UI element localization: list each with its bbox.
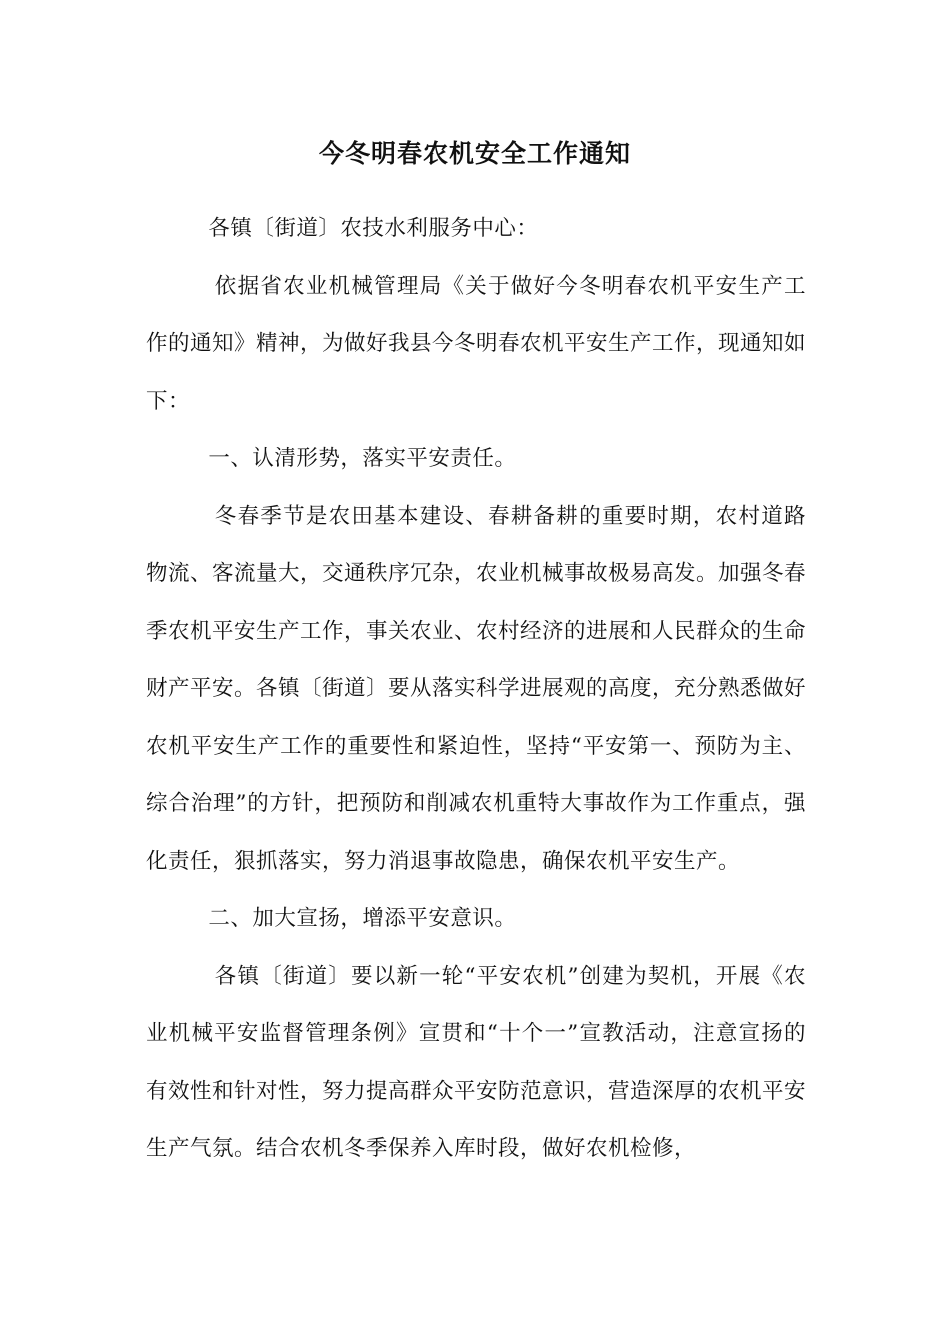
section-heading-1: 一、认清形势，落实平安责任。 xyxy=(208,446,517,471)
paragraph-intro: 依据省农业机械管理局《关于做好今冬明春农机平安生产工作的通知》精神，为做好我县今冬明春农机平安生产工作，现通知如下： xyxy=(146,273,807,414)
paragraph-section-2: 各镇〔街道〕要以新一轮“平安农机”创建为契机，开展《农业机械平安监督管理条例》宣贯和“十个一”宣教活动，注意宣扬的有效性和针对性，努力提高群众平安防范意识，营造深厚的农机平安生产气氛。结合农机冬季保养入库时段，做好农机检修， xyxy=(146,963,807,1161)
document-title: 今冬明春农机安全工作通知 xyxy=(318,139,631,168)
document-body xyxy=(146,200,806,1178)
paragraph-section-1: 冬春季节是农田基本建设、春耕备耕的重要时期，农村道路物流、客流量大，交通秩序冗杂，农业机械事故极易高发。加强冬春季农机平安生产工作，事关农业、农村经济的进展和人民群众的生命财产平安。各镇〔街道〕要从落实科学进展观的高度，充分熟悉做好农机平安生产工作的重要性和紧迫性，坚持“平安第一、预防为主、综合治理”的方针，把预防和削减农机重特大事故作为工作重点，强化责任，狠抓落实，努力消退事故隐患，确保农机平安生产。 xyxy=(146,503,807,874)
section-heading-2: 二、加大宣扬，增添平安意识。 xyxy=(208,906,517,931)
salutation: 各镇〔街道〕农技水利服务中心： xyxy=(208,216,539,241)
